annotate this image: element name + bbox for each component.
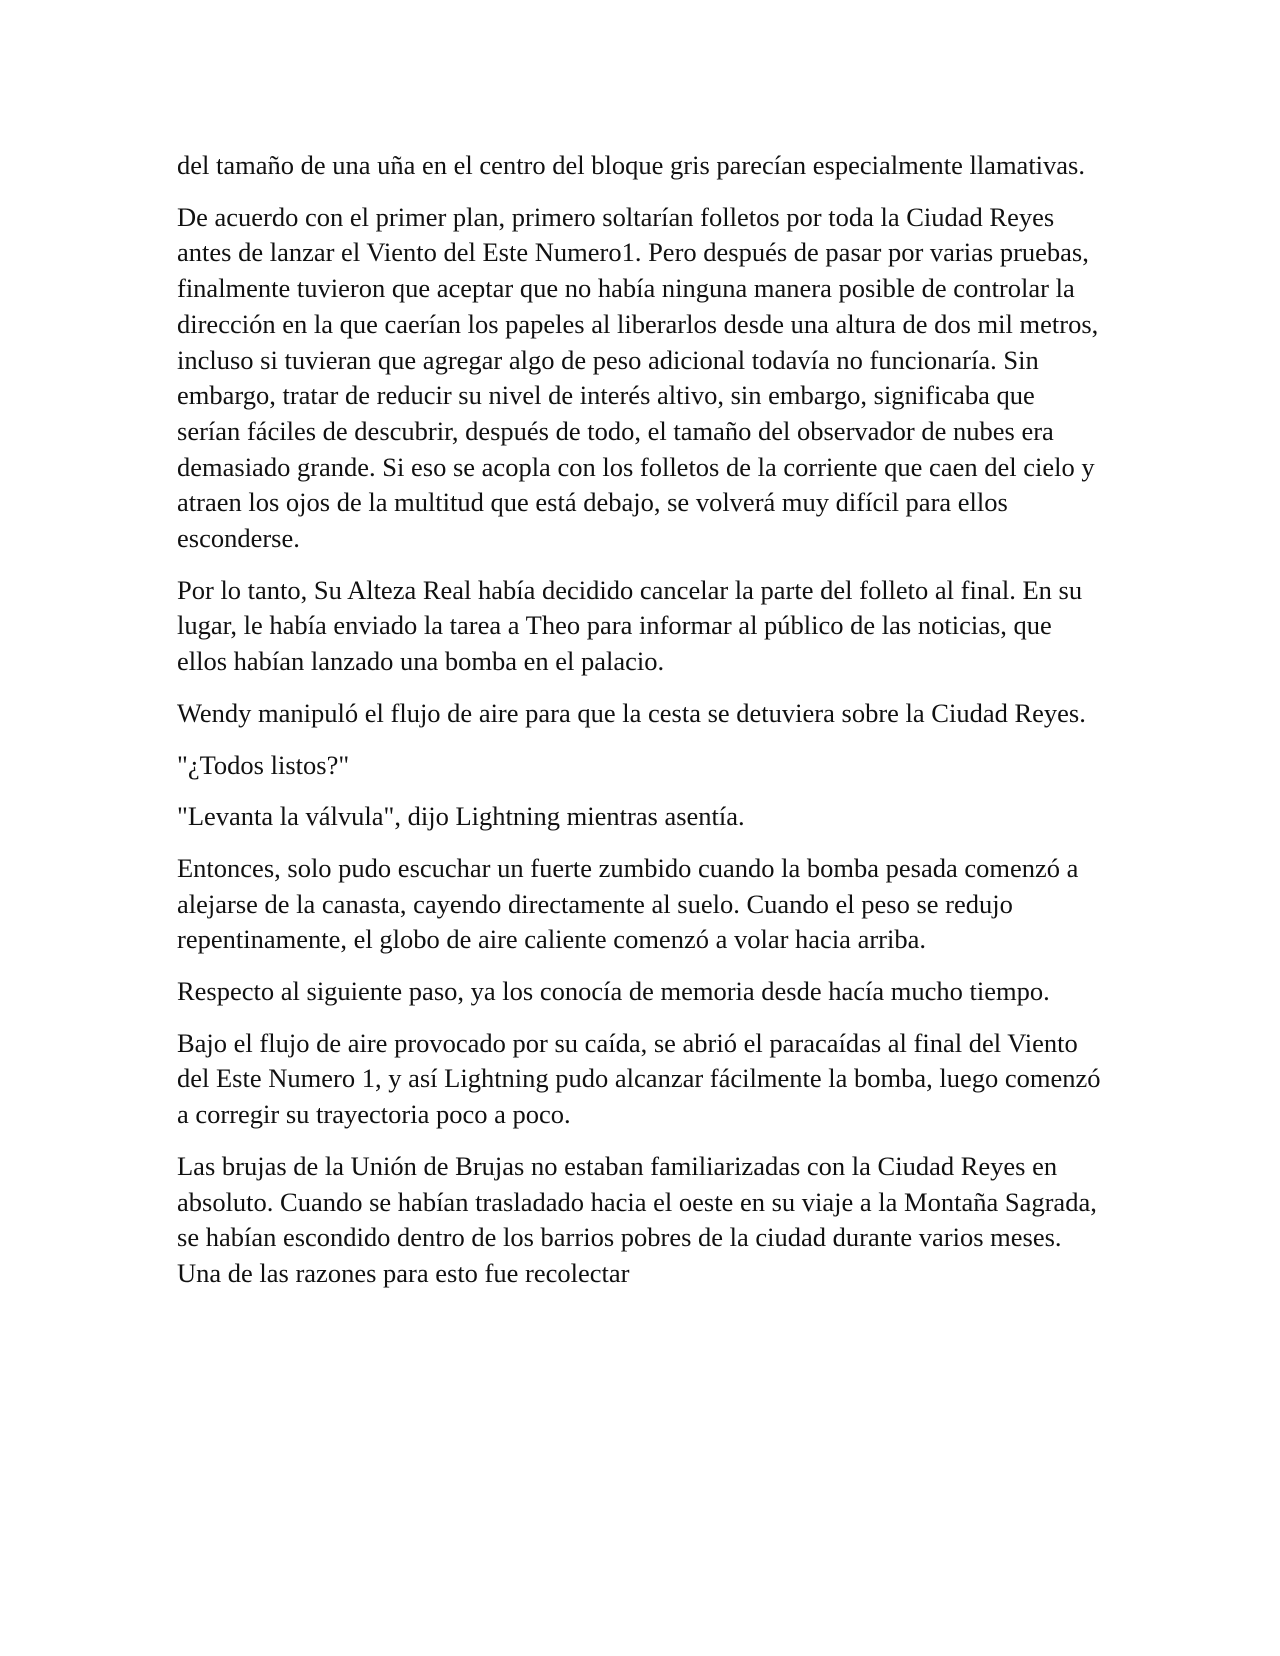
- paragraph: Respecto al siguiente paso, ya los conocía de memoria desde hacía mucho tiempo.: [177, 976, 1050, 1007]
- paragraph: Entonces, solo pudo escuchar un fuerte zumbido cuando la bomba pesada comenzó a alejarse de la canasta, cayendo directamente al suelo. Cuando el peso se redujo repentinamente, el globo de aire caliente comenzó a volar hacia arriba.: [177, 852, 1079, 955]
- paragraph: Por lo tanto, Su Alteza Real había decidido cancelar la parte del folleto al final. En su lugar, le había enviado la tarea a Theo para informar al público de las noticias, que ellos habían lanzado una bomba en el palacio.: [177, 574, 1083, 677]
- document-page: [177, 148, 1102, 1308]
- paragraph: Wendy manipuló el flujo de aire para que la cesta se detuviera sobre la Ciudad Reyes.: [177, 697, 1086, 728]
- paragraph: del tamaño de una uña en el centro del bloque gris parecían especialmente llamativas.: [177, 150, 1085, 180]
- paragraph: "¿Todos listos?": [177, 749, 350, 780]
- paragraph: Bajo el flujo de aire provocado por su caída, se abrió el paracaídas al final del Viento del Este Numero 1, y así Lightning pudo alcanzar fácilmente la bomba, luego comenzó a corregir su trayectoria poco a poco.: [177, 1027, 1101, 1130]
- paragraph: "Levanta la válvula", dijo Lightning mientras asentía.: [177, 801, 745, 832]
- paragraph: De acuerdo con el primer plan, primero soltarían folletos por toda la Ciudad Reyes antes de lanzar el Viento del Este Numero1. Pero después de pasar por varias pruebas, finalmente tuvieron que aceptar que no había ninguna manera posible de controlar la dirección en la que caerían los papeles al liberarlos desde una altura de dos mil metros, incluso si tuvieran que agregar algo de peso adicional todavía no funcionaría. Sin embargo, tratar de reducir su nivel de interés altivo, sin embargo, significaba que serían fáciles de descubrir, después de todo, el tamaño del observador de nubes era demasiado grande. Si eso se acopla con los folletos de la corriente que caen del cielo y atraen los ojos de la multitud que está debajo, se volverá muy difícil para ellos esconderse.: [177, 201, 1099, 554]
- paragraph: Las brujas de la Unión de Brujas no estaban familiarizadas con la Ciudad Reyes en absoluto. Cuando se habían trasladado hacia el oeste en su viaje a la Montaña Sagrada, se habían escondido dentro de los barrios pobres de la ciudad durante varios meses. Una de las razones para esto fue recolectar: [177, 1150, 1097, 1288]
